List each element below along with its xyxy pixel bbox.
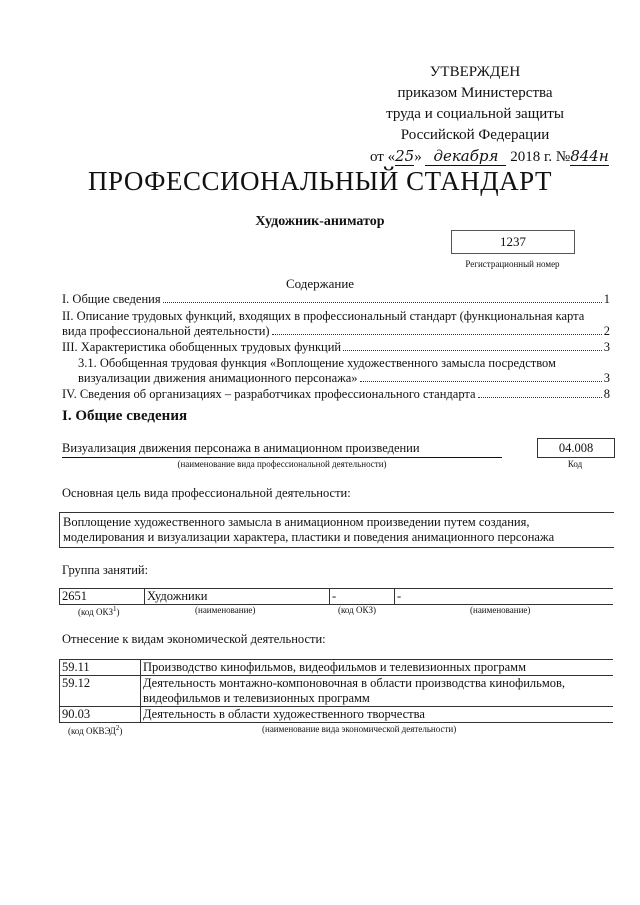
- toc-item-text: III. Характеристика обобщенных трудовых функций: [62, 340, 342, 354]
- okz-name-caption: (наименование): [195, 605, 256, 615]
- toc-item-text: II. Описание трудовых функций, входящих в профессиональный стандарт (функциональная карта: [62, 309, 585, 323]
- toc-item-page: 1: [603, 292, 610, 306]
- toc-item-page: 3: [603, 371, 610, 385]
- table-row: [60, 707, 614, 723]
- approval-block: [340, 62, 610, 168]
- toc-item-text: визуализации движения анимационного персонажа»: [78, 371, 358, 385]
- okved-code: 90.03: [60, 707, 141, 723]
- okved-name: Деятельность в области художественного творчества: [141, 707, 614, 723]
- goal-box: [59, 512, 614, 548]
- econ-label: Отнесение к видам экономической деятельности:: [62, 632, 326, 646]
- date-mid: »: [414, 149, 422, 165]
- toc-item-page: 8: [603, 387, 610, 401]
- okz-name: Художники: [145, 589, 330, 605]
- activity-name-caption: (наименование вида профессиональной деятельности): [177, 459, 387, 469]
- goal-label: Основная цель вида профессиональной деятельности:: [62, 486, 351, 500]
- okved-code-caption: (код ОКВЭД$^2$): [68, 724, 123, 736]
- date-month: декабря: [425, 147, 506, 166]
- approval-line-2: приказом Министерства: [397, 85, 553, 101]
- goal-text-line-2: моделирования и визуализации характера, пластики и поведения анимационного персонажа: [63, 530, 555, 544]
- approval-heading: УТВЕРЖДЕН: [429, 64, 521, 80]
- toc-item-text: IV. Сведения об организациях – разработчиках профессионального стандарта: [62, 387, 476, 401]
- date-day: 25: [395, 147, 415, 165]
- activity-code-caption: Код: [567, 459, 583, 469]
- okved-name: Производство кинофильмов, видеофильмов и телевизионных программ: [141, 660, 614, 676]
- toc-item-page: 3: [603, 340, 610, 354]
- order-number: 844н: [570, 147, 609, 165]
- approval-line-4: Российской Федерации: [400, 127, 550, 143]
- okz-name-2: -: [395, 589, 614, 605]
- document-subtitle: Художник-аниматор: [255, 214, 385, 229]
- approval-line-3: труда и социальной защиты: [386, 106, 564, 122]
- okz-code-caption: (код ОКЗ$^1$): [78, 605, 120, 617]
- okved-code: 59.12: [60, 676, 141, 707]
- toc-item-text: I. Общие сведения: [62, 292, 161, 306]
- toc-list: [62, 292, 610, 402]
- registration-number-box: 1237: [451, 230, 575, 254]
- registration-number-label: Регистрационный номер: [465, 259, 560, 269]
- document-title: ПРОФЕССИОНАЛЬНЫЙ СТАНДАРТ: [87, 166, 553, 196]
- okz-code-caption-2: (код ОКЗ): [338, 605, 376, 615]
- toc-item: [62, 292, 610, 307]
- econ-table: [59, 659, 613, 723]
- date-year: 2018 г. №: [510, 149, 571, 165]
- section-heading: I. Общие сведения: [62, 408, 188, 424]
- goal-text-line-1: Воплощение художественного замысла в анимационном произведении путем создания,: [63, 515, 530, 529]
- okz-code: 2651: [60, 589, 145, 605]
- okved-code: 59.11: [60, 660, 141, 676]
- toc-item: [62, 309, 610, 339]
- date-prefix: от «: [370, 149, 396, 165]
- toc-item-text: вида профессиональной деятельности): [62, 324, 270, 338]
- toc-item: [62, 340, 610, 355]
- toc-item: [62, 356, 610, 386]
- okved-name-caption: (наименование вида экономической деятельности): [262, 724, 457, 734]
- toc-item-text: 3.1. Обобщенная трудовая функция «Воплощение художественного замысла посредством: [78, 356, 556, 370]
- group-table: [59, 588, 613, 605]
- toc-item-page: 2: [603, 324, 610, 338]
- activity-name: Визуализация движения персонажа в анимационном произведении: [62, 441, 502, 458]
- okz-name-caption-2: (наименование): [470, 605, 531, 615]
- group-label: Группа занятий:: [62, 563, 149, 577]
- table-row: [60, 660, 614, 676]
- activity-code-box: 04.008: [537, 438, 615, 458]
- group-row: [60, 589, 614, 605]
- table-row: [60, 676, 614, 707]
- okz-code-2: -: [330, 589, 395, 605]
- toc-item: [62, 387, 610, 402]
- okved-name: Деятельность монтажно-компоновочная в области производства кинофильмов, видеофильмов и телевизионных программ: [141, 676, 614, 707]
- toc-heading: Содержание: [285, 276, 355, 291]
- approval-date-line: [340, 146, 610, 168]
